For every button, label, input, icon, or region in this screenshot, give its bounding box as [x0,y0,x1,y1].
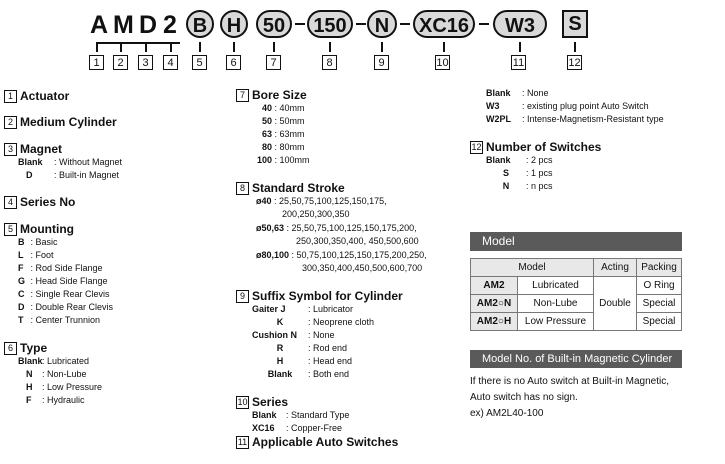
magnetic-note-line: Auto switch has no sign. [470,392,578,403]
section-magnet: 3 Magnet [4,142,62,156]
section-bore-size: 7 Bore Size [236,88,307,102]
count-row: S : 1 pcs [502,168,553,178]
model-code: AM2○H [471,313,518,331]
code-dash [295,23,305,25]
mounting-row: D : Double Rear Clevis [18,302,114,312]
model-code: AM2○N [471,295,518,313]
index-box: 11 [512,57,525,69]
index-box: 5 [192,55,207,70]
mounting-row: B : Basic [18,237,58,247]
stroke-row-cont: 250,300,350,400, 450,500,600 [296,236,419,246]
suffix-row: K : Neoprene cloth [276,317,375,327]
code-letter: M [113,11,134,39]
model-heading: Model [470,232,682,251]
section-actuator: 1 Actuator [4,89,69,103]
section-standard-stroke: 8 Standard Stroke [236,181,345,195]
stroke-row-cont: 200,250,300,350 [282,209,350,219]
table-row [471,295,682,313]
code-pill: 50 [256,10,292,38]
switch-row: W2PL : Intense-Magnetism-Resistant type [486,114,664,124]
mounting-row: F : Rod Side Flange [18,263,103,273]
index-box: 12 [568,57,581,69]
tick [120,42,122,52]
code-letter: A [90,11,109,39]
index-box: 8 [322,55,337,70]
mounting-row: T : Center Trunnion [18,315,101,325]
tick [145,42,147,52]
magnetic-note-line: If there is no Auto switch at Built-in Magnetic, [470,376,669,387]
table-row [471,313,682,331]
index-box: 9 [374,55,389,70]
stroke-row: ø40 : 25,50,75,100,125,150,175, [256,196,387,206]
code-pill: B [186,10,214,38]
index-box: 7 [266,55,281,70]
packing-value: Special [637,313,682,331]
type-row: Blank: Lubricated [18,356,90,366]
index-box: 3 [138,55,153,70]
code-square: S [562,10,588,38]
index-box: 10 [436,57,449,69]
section-medium-cylinder: 2 Medium Cylinder [4,115,117,129]
code-pill: 150 [307,10,353,38]
magnetic-example: ex) AM2L40-100 [470,408,544,419]
count-row: N : n pcs [502,181,553,191]
bore-row: 80 : 80mm [261,142,305,152]
code-pill: H [220,10,248,38]
model-type: Lubricated [517,277,593,295]
suffix-row: H : Head end [276,356,353,366]
tick [96,42,98,52]
magnet-row: D : Built-in Magnet [26,170,120,180]
section-type: 6 Type [4,341,47,355]
bore-row: 40 : 40mm [261,103,305,113]
switch-row: W3 : existing plug point Auto Switch [486,101,649,111]
tick [170,42,172,52]
tick [233,42,235,52]
code-dash [356,23,366,25]
acting-value: Double [594,277,637,331]
section-series: 10 Series [237,395,289,409]
switch-row: Blank : None [486,88,549,98]
tick [329,42,331,52]
code-letter: D [139,11,158,39]
suffix-row: R : Rod end [276,343,348,353]
code-dash [479,23,489,25]
section-mounting: 5 Mounting [4,222,74,236]
model-code: AM2 [471,277,518,295]
suffix-row: Blank : Both end [267,369,350,379]
stroke-row-cont: 300,350,400,450,500,600,700 [302,263,423,273]
code-letter: 2 [163,11,177,39]
section-series-no: 4 Series No [4,195,75,209]
index-box: 1 [89,55,104,70]
section-suffix-symbol: 9 Suffix Symbol for Cylinder [236,289,403,303]
index-box: 6 [226,55,241,70]
count-row: Blank : 2 pcs [486,155,553,165]
header-acting: Acting [594,259,637,277]
series-row: XC16 : Copper-Free [252,423,343,433]
bore-row: 50 : 50mm [261,116,305,126]
tick [519,42,521,52]
tick [381,42,383,52]
type-row: N : Non-Lube [26,369,87,379]
code-pill: N [367,10,397,38]
model-type: Low Pressure [517,313,593,331]
stroke-row: ø80,100 : 50,75,100,125,150,175,200,250, [256,250,427,260]
model-type: Non-Lube [517,295,593,313]
stroke-row: ø50,63 : 25,50,75,100,125,150,175,200, [256,223,417,233]
tick [199,42,201,52]
magnet-row: Blank : Without Magnet [18,157,123,167]
code-pill: XC16 [413,10,475,38]
packing-value: O Ring [637,277,682,295]
suffix-row: Cushion N : None [252,330,335,340]
model-table [470,258,682,331]
bore-row: 100 : 100mm [256,155,310,165]
tick [443,42,445,52]
table-row [471,277,682,295]
header-model: Model [471,259,594,277]
index-box: 2 [113,55,128,70]
section-number-of-switches: 12 Number of Switches [471,140,602,154]
tick [273,42,275,52]
suffix-row: Gaiter J : Lubricator [252,304,354,314]
code-pill: W3 [493,10,547,38]
type-row: H : Low Pressure [26,382,103,392]
header-packing: Packing [637,259,682,277]
letter-bracket [96,42,180,44]
table-header-row [471,259,682,277]
index-box: 4 [163,55,178,70]
type-row: F : Hydraulic [26,395,85,405]
mounting-row: L : Foot [18,250,54,260]
tick [574,42,576,52]
bore-row: 63 : 63mm [261,129,305,139]
magnetic-heading: Model No. of Built-in Magnetic Cylinder [470,350,682,368]
section-auto-switches: 11 Applicable Auto Switches [237,435,399,449]
packing-value: Special [637,295,682,313]
code-dash [400,23,410,25]
series-row: Blank : Standard Type [252,410,350,420]
mounting-row: C : Single Rear Clevis [18,289,110,299]
mounting-row: G : Head Side Flange [18,276,108,286]
